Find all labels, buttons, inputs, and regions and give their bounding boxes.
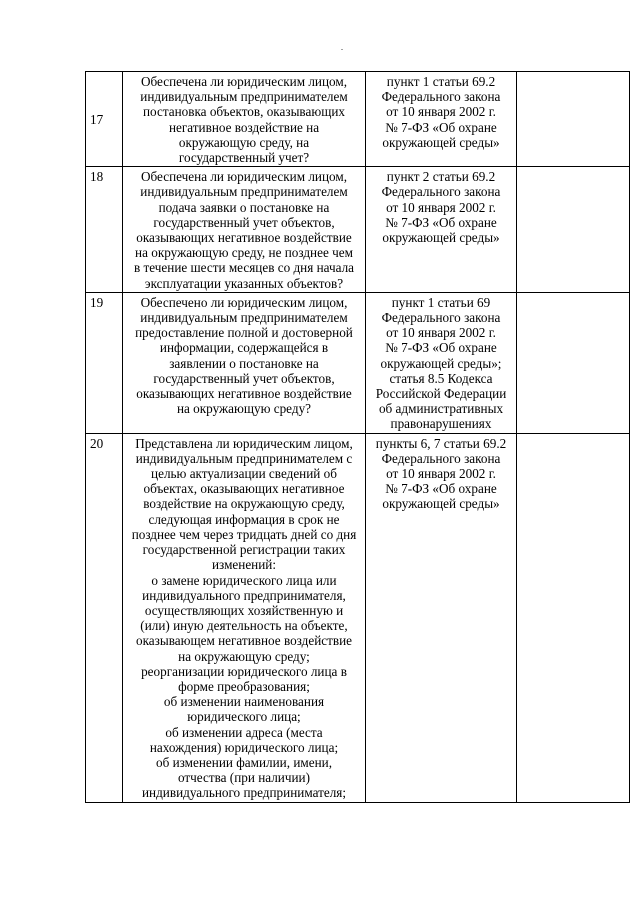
row-number: 20 — [86, 433, 123, 802]
row-number: 17 — [86, 72, 123, 167]
text-line: от 10 января 2002 г. — [386, 104, 496, 120]
text-line: позднее чем через тридцать дней со дня — [131, 526, 357, 542]
text-line: окружающую среду, на — [178, 134, 310, 150]
text-line: пункт 1 статьи 69.2 — [386, 74, 496, 89]
text-line: индивидуальным предпринимателем — [140, 310, 348, 326]
text-line: отчества (при наличии) — [177, 770, 311, 786]
text-line: заявлении о постановке на — [169, 355, 319, 371]
text-line: от 10 января 2002 г. — [386, 466, 496, 482]
text-line: индивидуальным предпринимателем с — [135, 450, 353, 466]
row-number: 19 — [86, 292, 123, 433]
text-line: Обеспечена ли юридическим лицом, — [140, 169, 348, 185]
text-line: на окружающую среду; — [178, 648, 310, 664]
text-line: Федерального закона — [381, 310, 501, 326]
page-mark: . — [341, 43, 343, 52]
text-line: Федерального закона — [381, 184, 501, 200]
text-line: пункт 1 статьи 69 — [391, 294, 491, 310]
text-line: окружающей среды» — [382, 230, 500, 246]
answer-cell — [517, 72, 630, 167]
text-line: изменений: — [211, 557, 277, 573]
checklist-table — [85, 71, 630, 803]
text-line: в течение шести месяцев со дня начала — [133, 260, 355, 276]
text-line: на окружающую среду? — [176, 401, 312, 417]
text-line: государственный учет объектов, — [153, 214, 335, 230]
text-line: от 10 января 2002 г. — [386, 199, 496, 215]
text-line: № 7-ФЗ «Об охране — [385, 119, 497, 135]
text-line: об административных — [378, 401, 504, 417]
text-line: воздействие на окружающую среду, — [143, 496, 345, 512]
text-line: о замене юридического лица или — [151, 572, 337, 588]
text-line: индивидуальным предпринимателем — [140, 184, 348, 200]
text-line: осуществляющих хозяйственную и — [144, 602, 344, 618]
text-line: предоставление полной и достоверной — [135, 325, 353, 341]
legal-basis-cell — [366, 292, 517, 433]
text-line: форме преобразования; — [178, 678, 310, 694]
text-line: на окружающую среду, не позднее чем — [135, 245, 353, 261]
question-cell — [123, 433, 366, 802]
text-line: объектах, оказывающих негативное — [143, 481, 345, 497]
text-line: об изменении адреса (места — [165, 724, 323, 740]
text-line: Обеспечено ли юридическим лицом, — [140, 294, 348, 310]
text-line: пункты 6, 7 статьи 69.2 — [375, 435, 507, 451]
table-row — [86, 292, 630, 433]
text-line: индивидуального предпринимателя; — [141, 785, 347, 801]
text-line: государственный учет объектов, — [153, 370, 335, 386]
text-line: Федерального закона — [381, 450, 501, 466]
text-line: целью актуализации сведений об — [151, 466, 337, 482]
text-line: постановка объектов, оказывающих — [142, 104, 346, 120]
text-line: Федерального закона — [381, 89, 501, 105]
text-line: правонарушениях — [390, 416, 492, 432]
text-line: окружающей среды» — [382, 496, 500, 512]
text-line: об изменении наименования — [163, 694, 325, 710]
row-number: 18 — [86, 167, 123, 293]
text-line: нахождения) юридического лица; — [149, 739, 339, 755]
checklist-table-body — [86, 72, 630, 803]
text-line: оказывающих негативное воздействие — [136, 386, 352, 402]
question-cell — [123, 292, 366, 433]
text-line: юридического лица; — [187, 709, 301, 725]
table-row — [86, 433, 630, 802]
text-line: оказывающем негативное воздействие — [135, 633, 353, 649]
answer-cell — [517, 433, 630, 802]
text-line: следующая информация в срок не — [148, 511, 340, 527]
text-line: подача заявки о постановке на — [158, 199, 330, 215]
text-line: государственной регистрации таких — [142, 542, 346, 558]
text-line: пункт 2 статьи 69.2 — [386, 169, 496, 185]
table-row — [86, 167, 630, 293]
text-line: Российской Федерации — [375, 386, 507, 402]
text-line: информации, содержащейся в — [159, 340, 329, 356]
text-line: реорганизации юридического лица в — [141, 663, 347, 679]
text-line: окружающей среды» — [382, 134, 500, 150]
text-line: от 10 января 2002 г. — [386, 325, 496, 341]
text-line: Представлена ли юридическим лицом, — [135, 435, 353, 451]
text-line: Обеспечена ли юридическим лицом, — [140, 74, 348, 89]
text-line: индивидуального предпринимателя, — [142, 587, 346, 603]
legal-basis-cell — [366, 433, 517, 802]
text-line: государственный учет? — [178, 150, 310, 166]
text-line: окружающей среды»; — [380, 355, 502, 371]
text-line: (или) иную деятельность на объекте, — [140, 618, 348, 634]
text-line: № 7-ФЗ «Об охране — [385, 340, 497, 356]
question-cell — [123, 167, 366, 293]
text-line: об изменении фамилии, имени, — [155, 754, 332, 770]
table-row — [86, 72, 630, 167]
legal-basis-cell — [366, 167, 517, 293]
text-line: негативное воздействие на — [168, 119, 320, 135]
text-line: эксплуатации указанных объектов? — [144, 275, 344, 291]
answer-cell — [517, 292, 630, 433]
text-line: статья 8.5 Кодекса — [389, 370, 493, 386]
text-line: оказывающих негативное воздействие — [136, 230, 352, 246]
text-line: № 7-ФЗ «Об охране — [385, 481, 497, 497]
text-line: индивидуальным предпринимателем — [140, 89, 348, 105]
legal-basis-cell — [366, 72, 517, 167]
question-cell — [123, 72, 366, 167]
text-line: № 7-ФЗ «Об охране — [385, 214, 497, 230]
answer-cell — [517, 167, 630, 293]
